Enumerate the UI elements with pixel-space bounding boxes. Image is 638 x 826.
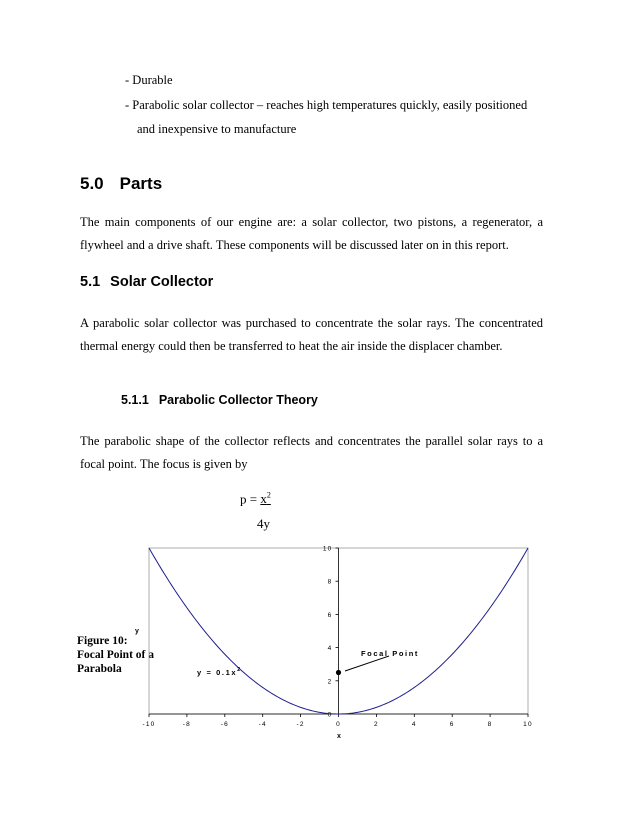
equation-exponent: 2 <box>266 491 271 500</box>
parts-paragraph: The main components of our engine are: a solar collector, two pistons, a regenerator, a flywheel and a drive shaft. These components will be discussed later on in this report. <box>80 215 543 252</box>
y-axis-ticks <box>323 546 339 719</box>
x-axis-label: x <box>337 733 341 740</box>
y-tick-label: 4 <box>327 645 333 653</box>
x-tick-label: 4 <box>411 721 417 728</box>
y-tick-label: 10 <box>322 545 333 553</box>
bullet-continuation: and inexpensive to manufacture <box>137 122 297 136</box>
y-tick-label: 0 <box>327 711 333 719</box>
figure-caption-line: Focal Point of a <box>77 649 154 661</box>
focal-point-arrow <box>345 656 389 671</box>
curve-equation-label: $y = 0.1x^2$ <box>197 667 242 677</box>
x-tick-label: 8 <box>487 721 493 728</box>
x-tick-label: -8 <box>182 721 191 728</box>
equation-numerator: $x^2$ <box>260 491 271 507</box>
plot-frame <box>149 545 528 714</box>
section-number: 5.1.1 <box>121 393 149 407</box>
figure-caption-line: Parabola <box>77 663 122 675</box>
y-tick-label: 2 <box>327 678 333 686</box>
parabolic-theory-paragraph: The parabolic shape of the collector reflects and concentrates the parallel solar rays to a focal point. The focus is given by <box>80 434 543 471</box>
x-tick-label: 6 <box>449 721 455 728</box>
focal-point-label: Focal Point <box>361 649 420 658</box>
equation-lhs: p = <box>240 491 261 507</box>
x-tick-label: 2 <box>373 721 379 728</box>
bullet-dash: - <box>125 98 130 112</box>
x-tick-label: -10 <box>142 721 156 728</box>
x-axis-ticks <box>142 711 533 728</box>
section-title: Parabolic Collector Theory <box>158 393 318 407</box>
y-tick-label: 8 <box>327 578 333 586</box>
bullet-text: Parabolic solar collector – reaches high temperatures quickly, easily positioned <box>132 98 528 112</box>
figure-caption-line: Figure 10: <box>77 635 128 647</box>
bullet-dash: - <box>125 73 130 87</box>
x-tick-label: 0 <box>336 721 341 728</box>
focal-point-marker <box>336 670 341 675</box>
equation-denominator: 4y <box>257 516 270 531</box>
solar-collector-paragraph: A parabolic solar collector was purchased to concentrate the solar rays. The concentrated thermal energy could then be transferred to heat the air inside the displacer chamber. <box>80 316 543 353</box>
section-number: 5.0 <box>80 174 104 193</box>
x-tick-label: -2 <box>296 721 305 728</box>
y-tick-label: 6 <box>327 611 333 619</box>
section-title: Parts <box>119 174 163 193</box>
section-title: Solar Collector <box>110 274 214 290</box>
x-tick-label: -6 <box>220 721 229 728</box>
y-axis-label: y <box>135 628 139 635</box>
x-tick-label: 10 <box>523 721 533 728</box>
bullet-text: Durable <box>132 73 173 87</box>
section-number: 5.1 <box>80 274 101 290</box>
x-tick-label: -4 <box>258 721 267 728</box>
